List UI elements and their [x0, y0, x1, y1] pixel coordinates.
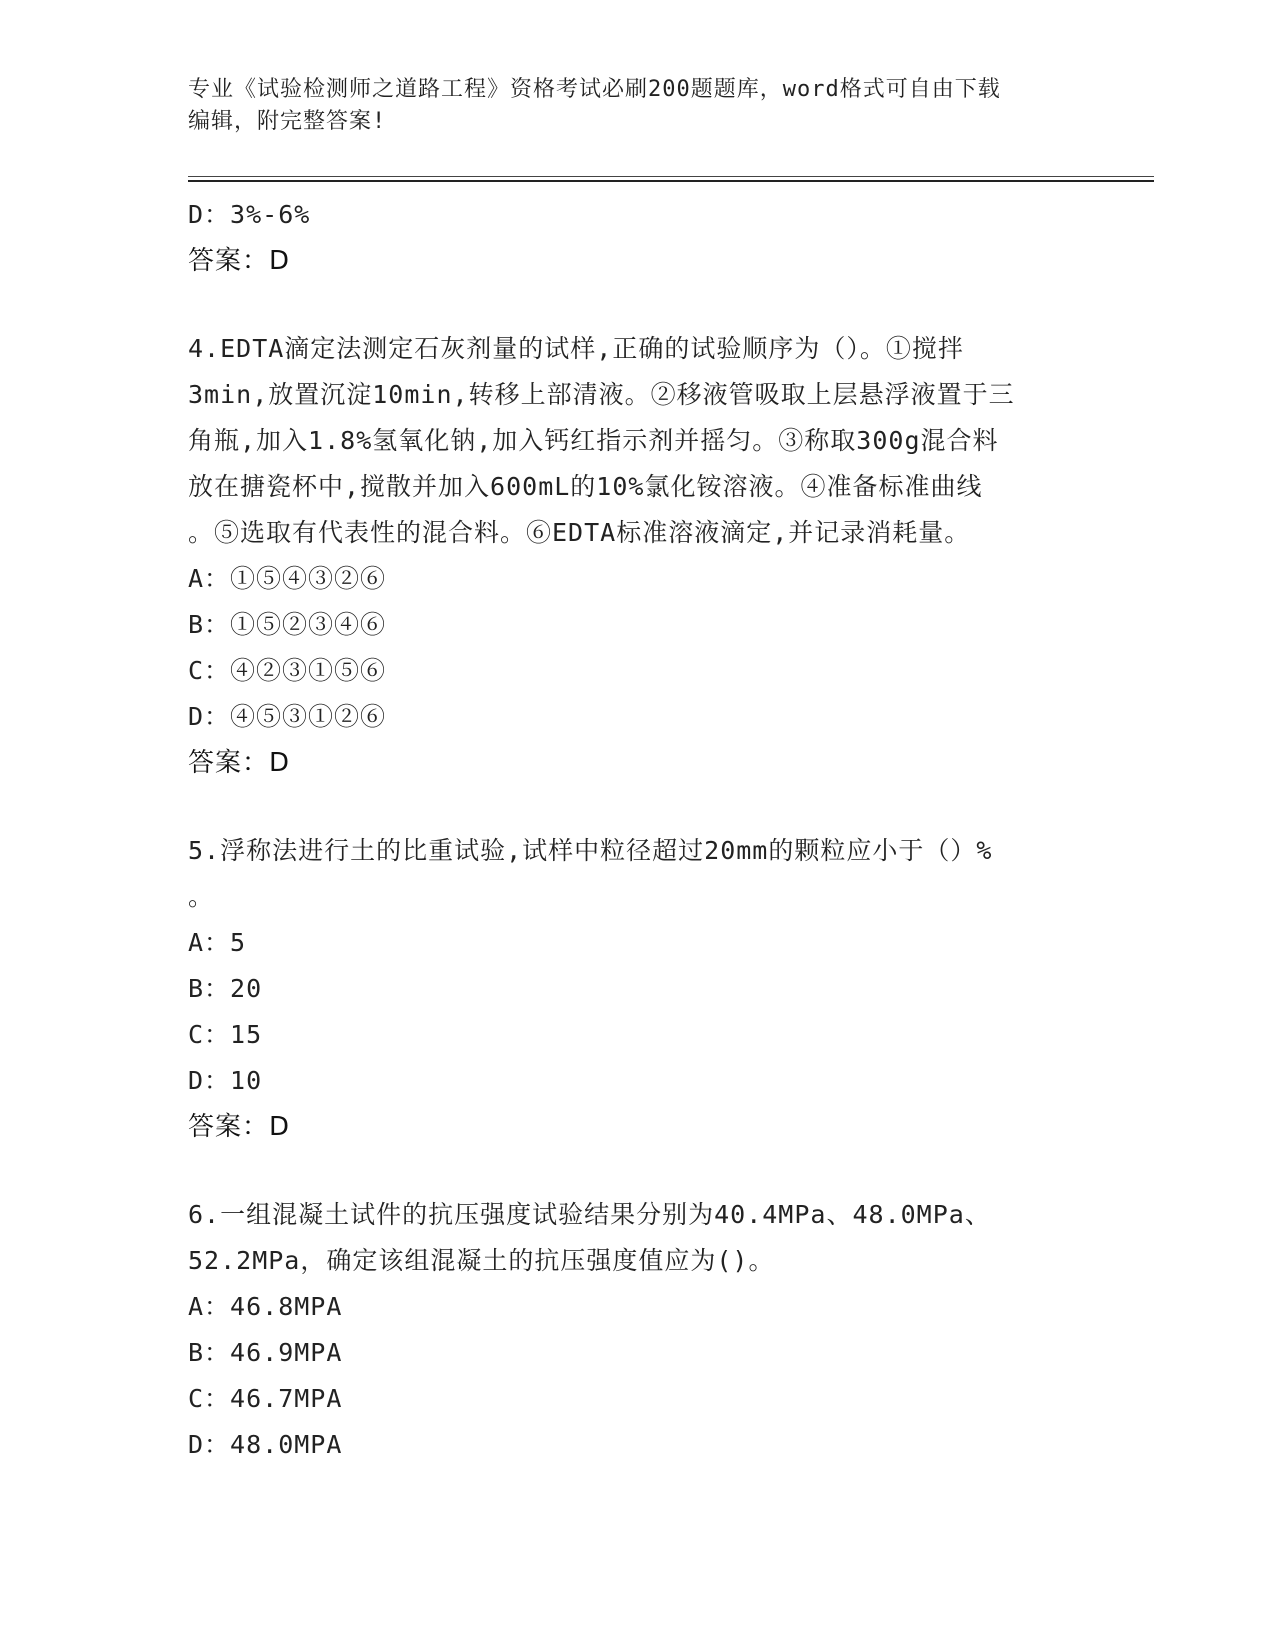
option-d: D：3%-6%: [188, 200, 311, 229]
answer-line: 答案：D: [188, 246, 291, 276]
option-b: B：20: [188, 974, 263, 1003]
option-a: A：5: [188, 928, 247, 957]
header-title-line-2: 编辑，附完整答案!: [188, 109, 387, 134]
option-d: D：48.0MPA: [188, 1430, 343, 1459]
option-d: D：10: [188, 1066, 263, 1095]
header-divider-thick: [188, 180, 1154, 182]
option-d: D：④⑤③①②⑥: [188, 702, 387, 731]
question-text-line: 52.2MPa，确定该组混凝土的抗压强度值应为()。: [188, 1246, 775, 1275]
question-text-line: 。⑤选取有代表性的混合料。⑥EDTA标准溶液滴定,并记录消耗量。: [188, 518, 971, 547]
question-text-line: 4.EDTA滴定法测定石灰剂量的试样,正确的试验顺序为（）。①搅拌: [188, 334, 964, 363]
header-divider-thin: [188, 176, 1154, 177]
option-c: C：46.7MPA: [188, 1384, 343, 1413]
answer-line: 答案：D: [188, 1112, 291, 1142]
spacer: [188, 284, 1088, 326]
option-c: C：④②③①⑤⑥: [188, 656, 387, 685]
question-text-line: 角瓶,加入1.8%氢氧化钠,加入钙红指示剂并摇匀。③称取300g混合料: [188, 426, 999, 455]
question-content: [188, 192, 1088, 1468]
question-text-line: 。: [188, 882, 215, 911]
question-text-line: 5.浮称法进行土的比重试验,试样中粒径超过20mm的颗粒应小于（）%: [188, 836, 993, 865]
question-4: [188, 326, 1088, 786]
option-c: C：15: [188, 1020, 263, 1049]
question-5: [188, 828, 1088, 1150]
answer-line: 答案：D: [188, 748, 291, 778]
page-header: [188, 74, 1088, 138]
option-a: A：①⑤④③②⑥: [188, 564, 387, 593]
option-a: A：46.8MPA: [188, 1292, 343, 1321]
spacer: [188, 786, 1088, 828]
spacer: [188, 1150, 1088, 1192]
question-3-tail: [188, 192, 1088, 284]
header-title-line-1: 专业《试验检测师之道路工程》资格考试必刷200题题库，word格式可自由下载: [188, 77, 1001, 102]
question-6: [188, 1192, 1088, 1468]
option-b: B：①⑤②③④⑥: [188, 610, 387, 639]
option-b: B：46.9MPA: [188, 1338, 343, 1367]
question-text-line: 放在搪瓷杯中,搅散并加入600mL的10%氯化铵溶液。④准备标准曲线: [188, 472, 983, 501]
question-text-line: 3min,放置沉淀10min,转移上部清液。②移液管吸取上层悬浮液置于三: [188, 380, 1015, 409]
question-text-line: 6.一组混凝土试件的抗压强度试验结果分别为40.4MPa、48.0MPa、: [188, 1200, 991, 1229]
